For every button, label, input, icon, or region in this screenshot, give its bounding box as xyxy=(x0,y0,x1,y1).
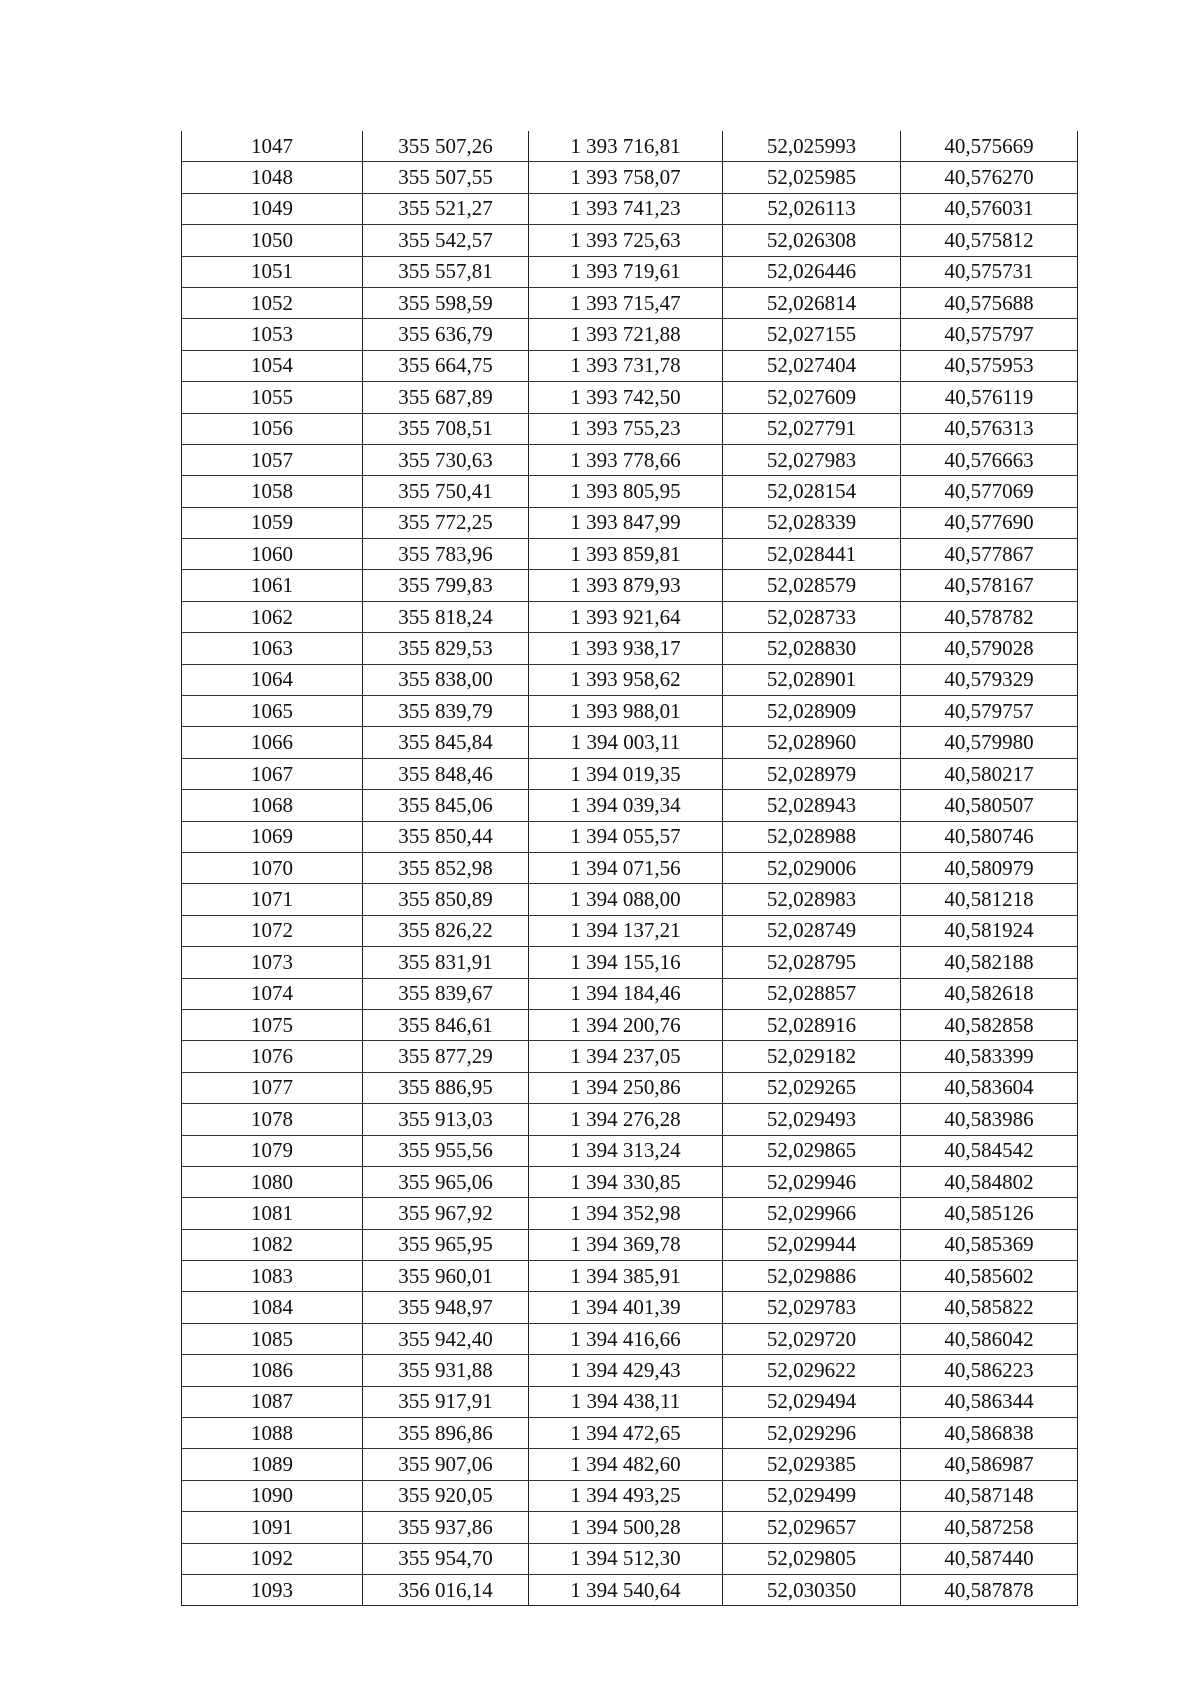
table-row xyxy=(182,1166,1078,1197)
latitude-cell: 52,028901 xyxy=(723,664,901,695)
table-row xyxy=(182,413,1078,444)
table-row xyxy=(182,790,1078,821)
longitude-cell: 40,575731 xyxy=(901,256,1078,287)
point-number-cell: 1055 xyxy=(182,382,363,413)
x-coordinate-cell: 355 850,44 xyxy=(363,821,529,852)
table-row xyxy=(182,1104,1078,1135)
table-row xyxy=(182,884,1078,915)
latitude-cell: 52,029946 xyxy=(723,1166,901,1197)
point-number-cell: 1048 xyxy=(182,162,363,193)
x-coordinate-cell: 355 937,86 xyxy=(363,1512,529,1543)
longitude-cell: 40,584802 xyxy=(901,1166,1078,1197)
table-row xyxy=(182,1072,1078,1103)
x-coordinate-cell: 355 896,86 xyxy=(363,1418,529,1449)
table-row xyxy=(182,476,1078,507)
point-number-cell: 1071 xyxy=(182,884,363,915)
latitude-cell: 52,028579 xyxy=(723,570,901,601)
point-number-cell: 1082 xyxy=(182,1229,363,1260)
point-number-cell: 1083 xyxy=(182,1261,363,1292)
x-coordinate-cell: 355 846,61 xyxy=(363,1009,529,1040)
longitude-cell: 40,575797 xyxy=(901,319,1078,350)
point-number-cell: 1092 xyxy=(182,1543,363,1574)
x-coordinate-cell: 355 831,91 xyxy=(363,947,529,978)
x-coordinate-cell: 355 965,95 xyxy=(363,1229,529,1260)
table-row xyxy=(182,727,1078,758)
table-row xyxy=(182,444,1078,475)
table-row xyxy=(182,633,1078,664)
y-coordinate-cell: 1 393 742,50 xyxy=(529,382,723,413)
point-number-cell: 1061 xyxy=(182,570,363,601)
y-coordinate-cell: 1 394 429,43 xyxy=(529,1355,723,1386)
latitude-cell: 52,029493 xyxy=(723,1104,901,1135)
latitude-cell: 52,029720 xyxy=(723,1323,901,1354)
x-coordinate-cell: 355 845,06 xyxy=(363,790,529,821)
table-row xyxy=(182,978,1078,1009)
table-row xyxy=(182,1480,1078,1511)
latitude-cell: 52,028441 xyxy=(723,539,901,570)
point-number-cell: 1080 xyxy=(182,1166,363,1197)
point-number-cell: 1050 xyxy=(182,225,363,256)
latitude-cell: 52,027983 xyxy=(723,444,901,475)
longitude-cell: 40,575688 xyxy=(901,287,1078,318)
point-number-cell: 1077 xyxy=(182,1072,363,1103)
y-coordinate-cell: 1 394 385,91 xyxy=(529,1261,723,1292)
longitude-cell: 40,582188 xyxy=(901,947,1078,978)
longitude-cell: 40,576270 xyxy=(901,162,1078,193)
y-coordinate-cell: 1 393 958,62 xyxy=(529,664,723,695)
y-coordinate-cell: 1 394 416,66 xyxy=(529,1323,723,1354)
longitude-cell: 40,586223 xyxy=(901,1355,1078,1386)
table-row xyxy=(182,131,1078,162)
point-number-cell: 1075 xyxy=(182,1009,363,1040)
longitude-cell: 40,576031 xyxy=(901,193,1078,224)
latitude-cell: 52,028749 xyxy=(723,915,901,946)
table-row xyxy=(182,162,1078,193)
y-coordinate-cell: 1 394 313,24 xyxy=(529,1135,723,1166)
latitude-cell: 52,028857 xyxy=(723,978,901,1009)
table-row xyxy=(182,915,1078,946)
x-coordinate-cell: 355 917,91 xyxy=(363,1386,529,1417)
y-coordinate-cell: 1 393 921,64 xyxy=(529,601,723,632)
table-row xyxy=(182,507,1078,538)
longitude-cell: 40,577069 xyxy=(901,476,1078,507)
y-coordinate-cell: 1 394 540,64 xyxy=(529,1574,723,1605)
x-coordinate-cell: 355 839,79 xyxy=(363,696,529,727)
x-coordinate-cell: 355 848,46 xyxy=(363,758,529,789)
longitude-cell: 40,576119 xyxy=(901,382,1078,413)
longitude-cell: 40,575953 xyxy=(901,350,1078,381)
longitude-cell: 40,584542 xyxy=(901,1135,1078,1166)
longitude-cell: 40,580979 xyxy=(901,852,1078,883)
table-row xyxy=(182,758,1078,789)
y-coordinate-cell: 1 393 725,63 xyxy=(529,225,723,256)
y-coordinate-cell: 1 393 758,07 xyxy=(529,162,723,193)
longitude-cell: 40,587440 xyxy=(901,1543,1078,1574)
point-number-cell: 1049 xyxy=(182,193,363,224)
y-coordinate-cell: 1 394 200,76 xyxy=(529,1009,723,1040)
point-number-cell: 1073 xyxy=(182,947,363,978)
longitude-cell: 40,585822 xyxy=(901,1292,1078,1323)
point-number-cell: 1056 xyxy=(182,413,363,444)
latitude-cell: 52,029944 xyxy=(723,1229,901,1260)
point-number-cell: 1078 xyxy=(182,1104,363,1135)
latitude-cell: 52,029805 xyxy=(723,1543,901,1574)
latitude-cell: 52,028960 xyxy=(723,727,901,758)
table-row xyxy=(182,1543,1078,1574)
table-row xyxy=(182,601,1078,632)
table-row xyxy=(182,539,1078,570)
y-coordinate-cell: 1 394 352,98 xyxy=(529,1198,723,1229)
x-coordinate-cell: 355 886,95 xyxy=(363,1072,529,1103)
longitude-cell: 40,578782 xyxy=(901,601,1078,632)
x-coordinate-cell: 355 942,40 xyxy=(363,1323,529,1354)
latitude-cell: 52,026446 xyxy=(723,256,901,287)
point-number-cell: 1065 xyxy=(182,696,363,727)
longitude-cell: 40,576663 xyxy=(901,444,1078,475)
longitude-cell: 40,583399 xyxy=(901,1041,1078,1072)
x-coordinate-cell: 355 907,06 xyxy=(363,1449,529,1480)
x-coordinate-cell: 356 016,14 xyxy=(363,1574,529,1605)
table-row xyxy=(182,1198,1078,1229)
y-coordinate-cell: 1 394 401,39 xyxy=(529,1292,723,1323)
longitude-cell: 40,579757 xyxy=(901,696,1078,727)
table-row xyxy=(182,256,1078,287)
y-coordinate-cell: 1 394 155,16 xyxy=(529,947,723,978)
latitude-cell: 52,029265 xyxy=(723,1072,901,1103)
table-row xyxy=(182,1229,1078,1260)
y-coordinate-cell: 1 393 988,01 xyxy=(529,696,723,727)
longitude-cell: 40,575669 xyxy=(901,131,1078,162)
longitude-cell: 40,581924 xyxy=(901,915,1078,946)
longitude-cell: 40,577690 xyxy=(901,507,1078,538)
point-number-cell: 1047 xyxy=(182,131,363,162)
table-row xyxy=(182,696,1078,727)
point-number-cell: 1053 xyxy=(182,319,363,350)
y-coordinate-cell: 1 394 276,28 xyxy=(529,1104,723,1135)
latitude-cell: 52,028983 xyxy=(723,884,901,915)
latitude-cell: 52,029499 xyxy=(723,1480,901,1511)
latitude-cell: 52,030350 xyxy=(723,1574,901,1605)
longitude-cell: 40,587258 xyxy=(901,1512,1078,1543)
coordinates-table xyxy=(181,131,1078,1606)
latitude-cell: 52,028795 xyxy=(723,947,901,978)
y-coordinate-cell: 1 394 039,34 xyxy=(529,790,723,821)
longitude-cell: 40,578167 xyxy=(901,570,1078,601)
latitude-cell: 52,029006 xyxy=(723,852,901,883)
longitude-cell: 40,586838 xyxy=(901,1418,1078,1449)
x-coordinate-cell: 355 818,24 xyxy=(363,601,529,632)
longitude-cell: 40,580507 xyxy=(901,790,1078,821)
table-row xyxy=(182,287,1078,318)
point-number-cell: 1085 xyxy=(182,1323,363,1354)
point-number-cell: 1057 xyxy=(182,444,363,475)
latitude-cell: 52,028733 xyxy=(723,601,901,632)
y-coordinate-cell: 1 393 721,88 xyxy=(529,319,723,350)
longitude-cell: 40,586344 xyxy=(901,1386,1078,1417)
x-coordinate-cell: 355 730,63 xyxy=(363,444,529,475)
point-number-cell: 1062 xyxy=(182,601,363,632)
y-coordinate-cell: 1 394 472,65 xyxy=(529,1418,723,1449)
table-row xyxy=(182,1418,1078,1449)
x-coordinate-cell: 355 636,79 xyxy=(363,319,529,350)
x-coordinate-cell: 355 783,96 xyxy=(363,539,529,570)
x-coordinate-cell: 355 948,97 xyxy=(363,1292,529,1323)
x-coordinate-cell: 355 750,41 xyxy=(363,476,529,507)
x-coordinate-cell: 355 954,70 xyxy=(363,1543,529,1574)
point-number-cell: 1079 xyxy=(182,1135,363,1166)
latitude-cell: 52,029966 xyxy=(723,1198,901,1229)
x-coordinate-cell: 355 507,26 xyxy=(363,131,529,162)
latitude-cell: 52,029182 xyxy=(723,1041,901,1072)
table-row xyxy=(182,1261,1078,1292)
latitude-cell: 52,025993 xyxy=(723,131,901,162)
longitude-cell: 40,582858 xyxy=(901,1009,1078,1040)
longitude-cell: 40,581218 xyxy=(901,884,1078,915)
y-coordinate-cell: 1 394 137,21 xyxy=(529,915,723,946)
y-coordinate-cell: 1 393 778,66 xyxy=(529,444,723,475)
y-coordinate-cell: 1 394 071,56 xyxy=(529,852,723,883)
point-number-cell: 1059 xyxy=(182,507,363,538)
table-row xyxy=(182,1355,1078,1386)
x-coordinate-cell: 355 960,01 xyxy=(363,1261,529,1292)
table-row xyxy=(182,382,1078,413)
point-number-cell: 1067 xyxy=(182,758,363,789)
y-coordinate-cell: 1 394 330,85 xyxy=(529,1166,723,1197)
y-coordinate-cell: 1 393 719,61 xyxy=(529,256,723,287)
x-coordinate-cell: 355 845,84 xyxy=(363,727,529,758)
latitude-cell: 52,029886 xyxy=(723,1261,901,1292)
x-coordinate-cell: 355 920,05 xyxy=(363,1480,529,1511)
y-coordinate-cell: 1 394 493,25 xyxy=(529,1480,723,1511)
latitude-cell: 52,029783 xyxy=(723,1292,901,1323)
latitude-cell: 52,026308 xyxy=(723,225,901,256)
longitude-cell: 40,585126 xyxy=(901,1198,1078,1229)
table-row xyxy=(182,664,1078,695)
latitude-cell: 52,027404 xyxy=(723,350,901,381)
y-coordinate-cell: 1 394 250,86 xyxy=(529,1072,723,1103)
latitude-cell: 52,029494 xyxy=(723,1386,901,1417)
latitude-cell: 52,029657 xyxy=(723,1512,901,1543)
y-coordinate-cell: 1 393 805,95 xyxy=(529,476,723,507)
table-row xyxy=(182,1574,1078,1605)
x-coordinate-cell: 355 521,27 xyxy=(363,193,529,224)
point-number-cell: 1084 xyxy=(182,1292,363,1323)
x-coordinate-cell: 355 664,75 xyxy=(363,350,529,381)
y-coordinate-cell: 1 394 019,35 xyxy=(529,758,723,789)
x-coordinate-cell: 355 542,57 xyxy=(363,225,529,256)
longitude-cell: 40,579980 xyxy=(901,727,1078,758)
point-number-cell: 1074 xyxy=(182,978,363,1009)
x-coordinate-cell: 355 877,29 xyxy=(363,1041,529,1072)
latitude-cell: 52,025985 xyxy=(723,162,901,193)
latitude-cell: 52,029296 xyxy=(723,1418,901,1449)
latitude-cell: 52,026113 xyxy=(723,193,901,224)
y-coordinate-cell: 1 393 879,93 xyxy=(529,570,723,601)
x-coordinate-cell: 355 955,56 xyxy=(363,1135,529,1166)
point-number-cell: 1069 xyxy=(182,821,363,852)
y-coordinate-cell: 1 394 482,60 xyxy=(529,1449,723,1480)
coordinates-table-body xyxy=(182,131,1078,1606)
longitude-cell: 40,575812 xyxy=(901,225,1078,256)
latitude-cell: 52,027155 xyxy=(723,319,901,350)
y-coordinate-cell: 1 394 438,11 xyxy=(529,1386,723,1417)
longitude-cell: 40,576313 xyxy=(901,413,1078,444)
x-coordinate-cell: 355 838,00 xyxy=(363,664,529,695)
latitude-cell: 52,028988 xyxy=(723,821,901,852)
point-number-cell: 1072 xyxy=(182,915,363,946)
table-row xyxy=(182,1323,1078,1354)
y-coordinate-cell: 1 393 755,23 xyxy=(529,413,723,444)
latitude-cell: 52,029385 xyxy=(723,1449,901,1480)
y-coordinate-cell: 1 394 055,57 xyxy=(529,821,723,852)
y-coordinate-cell: 1 394 184,46 xyxy=(529,978,723,1009)
x-coordinate-cell: 355 708,51 xyxy=(363,413,529,444)
x-coordinate-cell: 355 687,89 xyxy=(363,382,529,413)
x-coordinate-cell: 355 852,98 xyxy=(363,852,529,883)
latitude-cell: 52,029622 xyxy=(723,1355,901,1386)
latitude-cell: 52,028916 xyxy=(723,1009,901,1040)
x-coordinate-cell: 355 931,88 xyxy=(363,1355,529,1386)
x-coordinate-cell: 355 772,25 xyxy=(363,507,529,538)
y-coordinate-cell: 1 393 938,17 xyxy=(529,633,723,664)
y-coordinate-cell: 1 393 847,99 xyxy=(529,507,723,538)
point-number-cell: 1093 xyxy=(182,1574,363,1605)
table-row xyxy=(182,570,1078,601)
y-coordinate-cell: 1 394 237,05 xyxy=(529,1041,723,1072)
point-number-cell: 1054 xyxy=(182,350,363,381)
x-coordinate-cell: 355 967,92 xyxy=(363,1198,529,1229)
table-row xyxy=(182,1041,1078,1072)
latitude-cell: 52,026814 xyxy=(723,287,901,318)
point-number-cell: 1081 xyxy=(182,1198,363,1229)
latitude-cell: 52,028154 xyxy=(723,476,901,507)
table-row xyxy=(182,1009,1078,1040)
point-number-cell: 1068 xyxy=(182,790,363,821)
x-coordinate-cell: 355 913,03 xyxy=(363,1104,529,1135)
x-coordinate-cell: 355 557,81 xyxy=(363,256,529,287)
x-coordinate-cell: 355 826,22 xyxy=(363,915,529,946)
table-row xyxy=(182,193,1078,224)
x-coordinate-cell: 355 839,67 xyxy=(363,978,529,1009)
table-row xyxy=(182,1449,1078,1480)
latitude-cell: 52,028979 xyxy=(723,758,901,789)
y-coordinate-cell: 1 393 715,47 xyxy=(529,287,723,318)
point-number-cell: 1091 xyxy=(182,1512,363,1543)
table-row xyxy=(182,1512,1078,1543)
point-number-cell: 1063 xyxy=(182,633,363,664)
point-number-cell: 1088 xyxy=(182,1418,363,1449)
latitude-cell: 52,027609 xyxy=(723,382,901,413)
table-row xyxy=(182,225,1078,256)
latitude-cell: 52,027791 xyxy=(723,413,901,444)
longitude-cell: 40,580217 xyxy=(901,758,1078,789)
point-number-cell: 1087 xyxy=(182,1386,363,1417)
y-coordinate-cell: 1 393 741,23 xyxy=(529,193,723,224)
table-row xyxy=(182,319,1078,350)
latitude-cell: 52,029865 xyxy=(723,1135,901,1166)
table-row xyxy=(182,1386,1078,1417)
y-coordinate-cell: 1 393 859,81 xyxy=(529,539,723,570)
longitude-cell: 40,587878 xyxy=(901,1574,1078,1605)
latitude-cell: 52,028830 xyxy=(723,633,901,664)
point-number-cell: 1064 xyxy=(182,664,363,695)
latitude-cell: 52,028909 xyxy=(723,696,901,727)
y-coordinate-cell: 1 394 088,00 xyxy=(529,884,723,915)
longitude-cell: 40,582618 xyxy=(901,978,1078,1009)
table-row xyxy=(182,1135,1078,1166)
y-coordinate-cell: 1 393 716,81 xyxy=(529,131,723,162)
x-coordinate-cell: 355 507,55 xyxy=(363,162,529,193)
y-coordinate-cell: 1 393 731,78 xyxy=(529,350,723,381)
y-coordinate-cell: 1 394 369,78 xyxy=(529,1229,723,1260)
longitude-cell: 40,579329 xyxy=(901,664,1078,695)
point-number-cell: 1060 xyxy=(182,539,363,570)
point-number-cell: 1052 xyxy=(182,287,363,318)
longitude-cell: 40,583604 xyxy=(901,1072,1078,1103)
point-number-cell: 1090 xyxy=(182,1480,363,1511)
point-number-cell: 1076 xyxy=(182,1041,363,1072)
x-coordinate-cell: 355 829,53 xyxy=(363,633,529,664)
x-coordinate-cell: 355 799,83 xyxy=(363,570,529,601)
table-row xyxy=(182,821,1078,852)
table-row xyxy=(182,1292,1078,1323)
longitude-cell: 40,580746 xyxy=(901,821,1078,852)
x-coordinate-cell: 355 965,06 xyxy=(363,1166,529,1197)
latitude-cell: 52,028339 xyxy=(723,507,901,538)
y-coordinate-cell: 1 394 003,11 xyxy=(529,727,723,758)
longitude-cell: 40,586042 xyxy=(901,1323,1078,1354)
point-number-cell: 1051 xyxy=(182,256,363,287)
longitude-cell: 40,587148 xyxy=(901,1480,1078,1511)
point-number-cell: 1070 xyxy=(182,852,363,883)
longitude-cell: 40,585602 xyxy=(901,1261,1078,1292)
point-number-cell: 1066 xyxy=(182,727,363,758)
table-row xyxy=(182,947,1078,978)
y-coordinate-cell: 1 394 512,30 xyxy=(529,1543,723,1574)
longitude-cell: 40,579028 xyxy=(901,633,1078,664)
table-row xyxy=(182,852,1078,883)
longitude-cell: 40,583986 xyxy=(901,1104,1078,1135)
longitude-cell: 40,577867 xyxy=(901,539,1078,570)
latitude-cell: 52,028943 xyxy=(723,790,901,821)
table-row xyxy=(182,350,1078,381)
point-number-cell: 1086 xyxy=(182,1355,363,1386)
x-coordinate-cell: 355 850,89 xyxy=(363,884,529,915)
longitude-cell: 40,586987 xyxy=(901,1449,1078,1480)
point-number-cell: 1089 xyxy=(182,1449,363,1480)
point-number-cell: 1058 xyxy=(182,476,363,507)
x-coordinate-cell: 355 598,59 xyxy=(363,287,529,318)
longitude-cell: 40,585369 xyxy=(901,1229,1078,1260)
y-coordinate-cell: 1 394 500,28 xyxy=(529,1512,723,1543)
